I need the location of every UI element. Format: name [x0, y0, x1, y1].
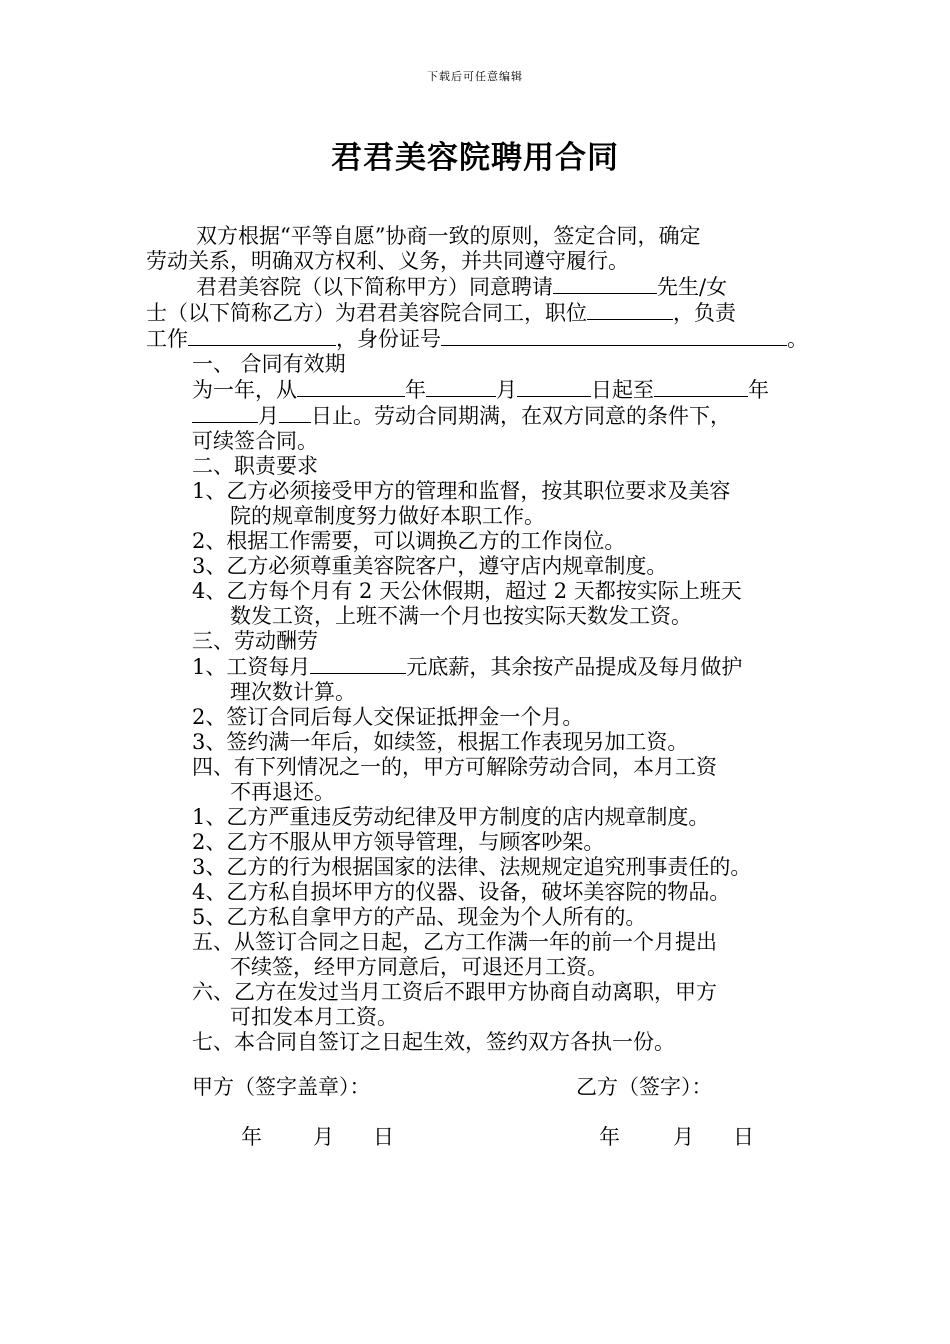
section-4-heading: 四、有下列情况之一的，甲方可解除劳动合同，本月工资 [192, 755, 717, 779]
sec1-text: 日起至 [591, 378, 654, 402]
date-day: 日 [373, 1125, 394, 1149]
section-5: 不续签，经甲方同意后，可退还月工资。 [230, 955, 608, 979]
date-month: 月 [673, 1125, 694, 1149]
contract-body [146, 224, 810, 1055]
section-2-item: 4、乙方每个月有 2 天公休假期，超过 2 天都按实际上班天 [192, 579, 742, 603]
end-day-blank[interactable] [279, 403, 311, 423]
duty-blank[interactable] [188, 326, 336, 346]
employ-text: 。 [787, 327, 808, 351]
section-1-line-2 [146, 403, 810, 429]
section-7: 七、本合同自签订之日起生效，签约双方各执一份。 [192, 1030, 675, 1054]
employ-text: 君君美容院（以下简称甲方）同意聘请 [196, 275, 553, 299]
section-2-item: 3、乙方必须尊重美容院客户，遵守店内规章制度。 [192, 554, 668, 578]
sec3-text: 1、工资每月 [192, 655, 311, 679]
employ-text: ，身份证号 [336, 327, 441, 351]
intro-line-2: 劳动关系，明确双方权利、义务，并共同遵守履行。 [146, 249, 629, 273]
section-4-item: 4、乙方私自损坏甲方的仪器、设备，破坏美容院的物品。 [192, 880, 731, 904]
section-4-item: 1、乙方严重违反劳动纪律及甲方制度的店内规章制度。 [192, 805, 710, 829]
section-3-heading: 三、劳动酬劳 [192, 629, 318, 653]
employ-line-3 [146, 326, 810, 352]
sec1-text: 月 [258, 404, 279, 428]
start-year-blank[interactable] [297, 377, 405, 397]
employ-text: 士（以下简称乙方）为君君美容院合同工，职位 [146, 301, 587, 325]
section-3-item: 理次数计算。 [230, 680, 356, 704]
id-number-blank[interactable] [441, 326, 787, 346]
section-2-heading: 二、职责要求 [192, 454, 318, 478]
section-4-item: 2、乙方不服从甲方领导管理，与顾客吵架。 [192, 830, 605, 854]
section-5: 五、从签订合同之日起，乙方工作满一年的前一个月提出 [192, 930, 717, 954]
end-month-blank[interactable] [192, 403, 258, 423]
date-year: 年 [241, 1125, 262, 1149]
employ-line-1 [146, 274, 810, 300]
party-b-date [599, 1121, 754, 1151]
section-4-item: 5、乙方私自拿甲方的产品、现金为个人所有的。 [192, 905, 647, 929]
start-day-blank[interactable] [517, 377, 591, 397]
section-1-line-3: 可续签合同。 [192, 429, 318, 453]
header-note: 下载后可任意编辑 [427, 70, 523, 83]
sec1-text: 年 [748, 378, 769, 402]
section-6: 可扣发本月工资。 [230, 1005, 398, 1029]
party-a-signature-label: 甲方（签字盖章）： [192, 1075, 371, 1099]
employ-line-2 [146, 300, 810, 326]
intro-line-1: 双方根据“平等自愿”协商一致的原则，签定合同，确定 [196, 224, 701, 248]
section-3-item [146, 654, 810, 680]
party-a-date [241, 1121, 394, 1151]
section-6: 六、乙方在发过当月工资后不跟甲方协商自动离职，甲方 [192, 980, 717, 1004]
section-2-item: 院的规章制度努力做好本职工作。 [230, 504, 545, 528]
section-1-line-1 [146, 377, 810, 403]
date-day: 日 [733, 1125, 754, 1149]
end-year-blank[interactable] [654, 377, 748, 397]
employ-text: 工作 [146, 327, 188, 351]
party-b-signature-label: 乙方（签字）： [576, 1075, 713, 1099]
section-2-item: 2、根据工作需要，可以调换乙方的工作岗位。 [192, 529, 626, 553]
section-2-item: 1、乙方必须接受甲方的管理和监督，按其职位要求及美容 [192, 479, 731, 503]
sec1-text: 为一年，从 [192, 378, 297, 402]
employ-text: ，负责 [673, 301, 736, 325]
name-blank[interactable] [553, 274, 657, 294]
section-4-heading: 不再退还。 [230, 780, 335, 804]
section-3-item: 2、签订合同后每人交保证抵押金一个月。 [192, 705, 584, 729]
section-4-item: 3、乙方的行为根据国家的法律、法规规定追究刑事责任的。 [192, 855, 752, 879]
employ-text: 先生/女 [657, 275, 728, 299]
date-month: 月 [313, 1125, 334, 1149]
document-title: 君君美容院聘用合同 [331, 140, 619, 176]
salary-blank[interactable] [310, 654, 406, 674]
sec1-text: 年 [405, 378, 426, 402]
sec1-text: 月 [496, 378, 517, 402]
section-1-heading: 一、 合同有效期 [192, 352, 346, 376]
start-month-blank[interactable] [426, 377, 496, 397]
position-blank[interactable] [587, 300, 673, 320]
sec1-text: 日止。劳动合同期满，在双方同意的条件下， [311, 404, 731, 428]
sec3-text: 元底薪，其余按产品提成及每月做护 [406, 655, 743, 679]
section-3-item: 3、签约满一年后，如续签，根据工作表现另加工资。 [192, 730, 689, 754]
date-year: 年 [599, 1125, 620, 1149]
section-2-item: 数发工资，上班不满一个月也按实际天数发工资。 [230, 604, 692, 628]
